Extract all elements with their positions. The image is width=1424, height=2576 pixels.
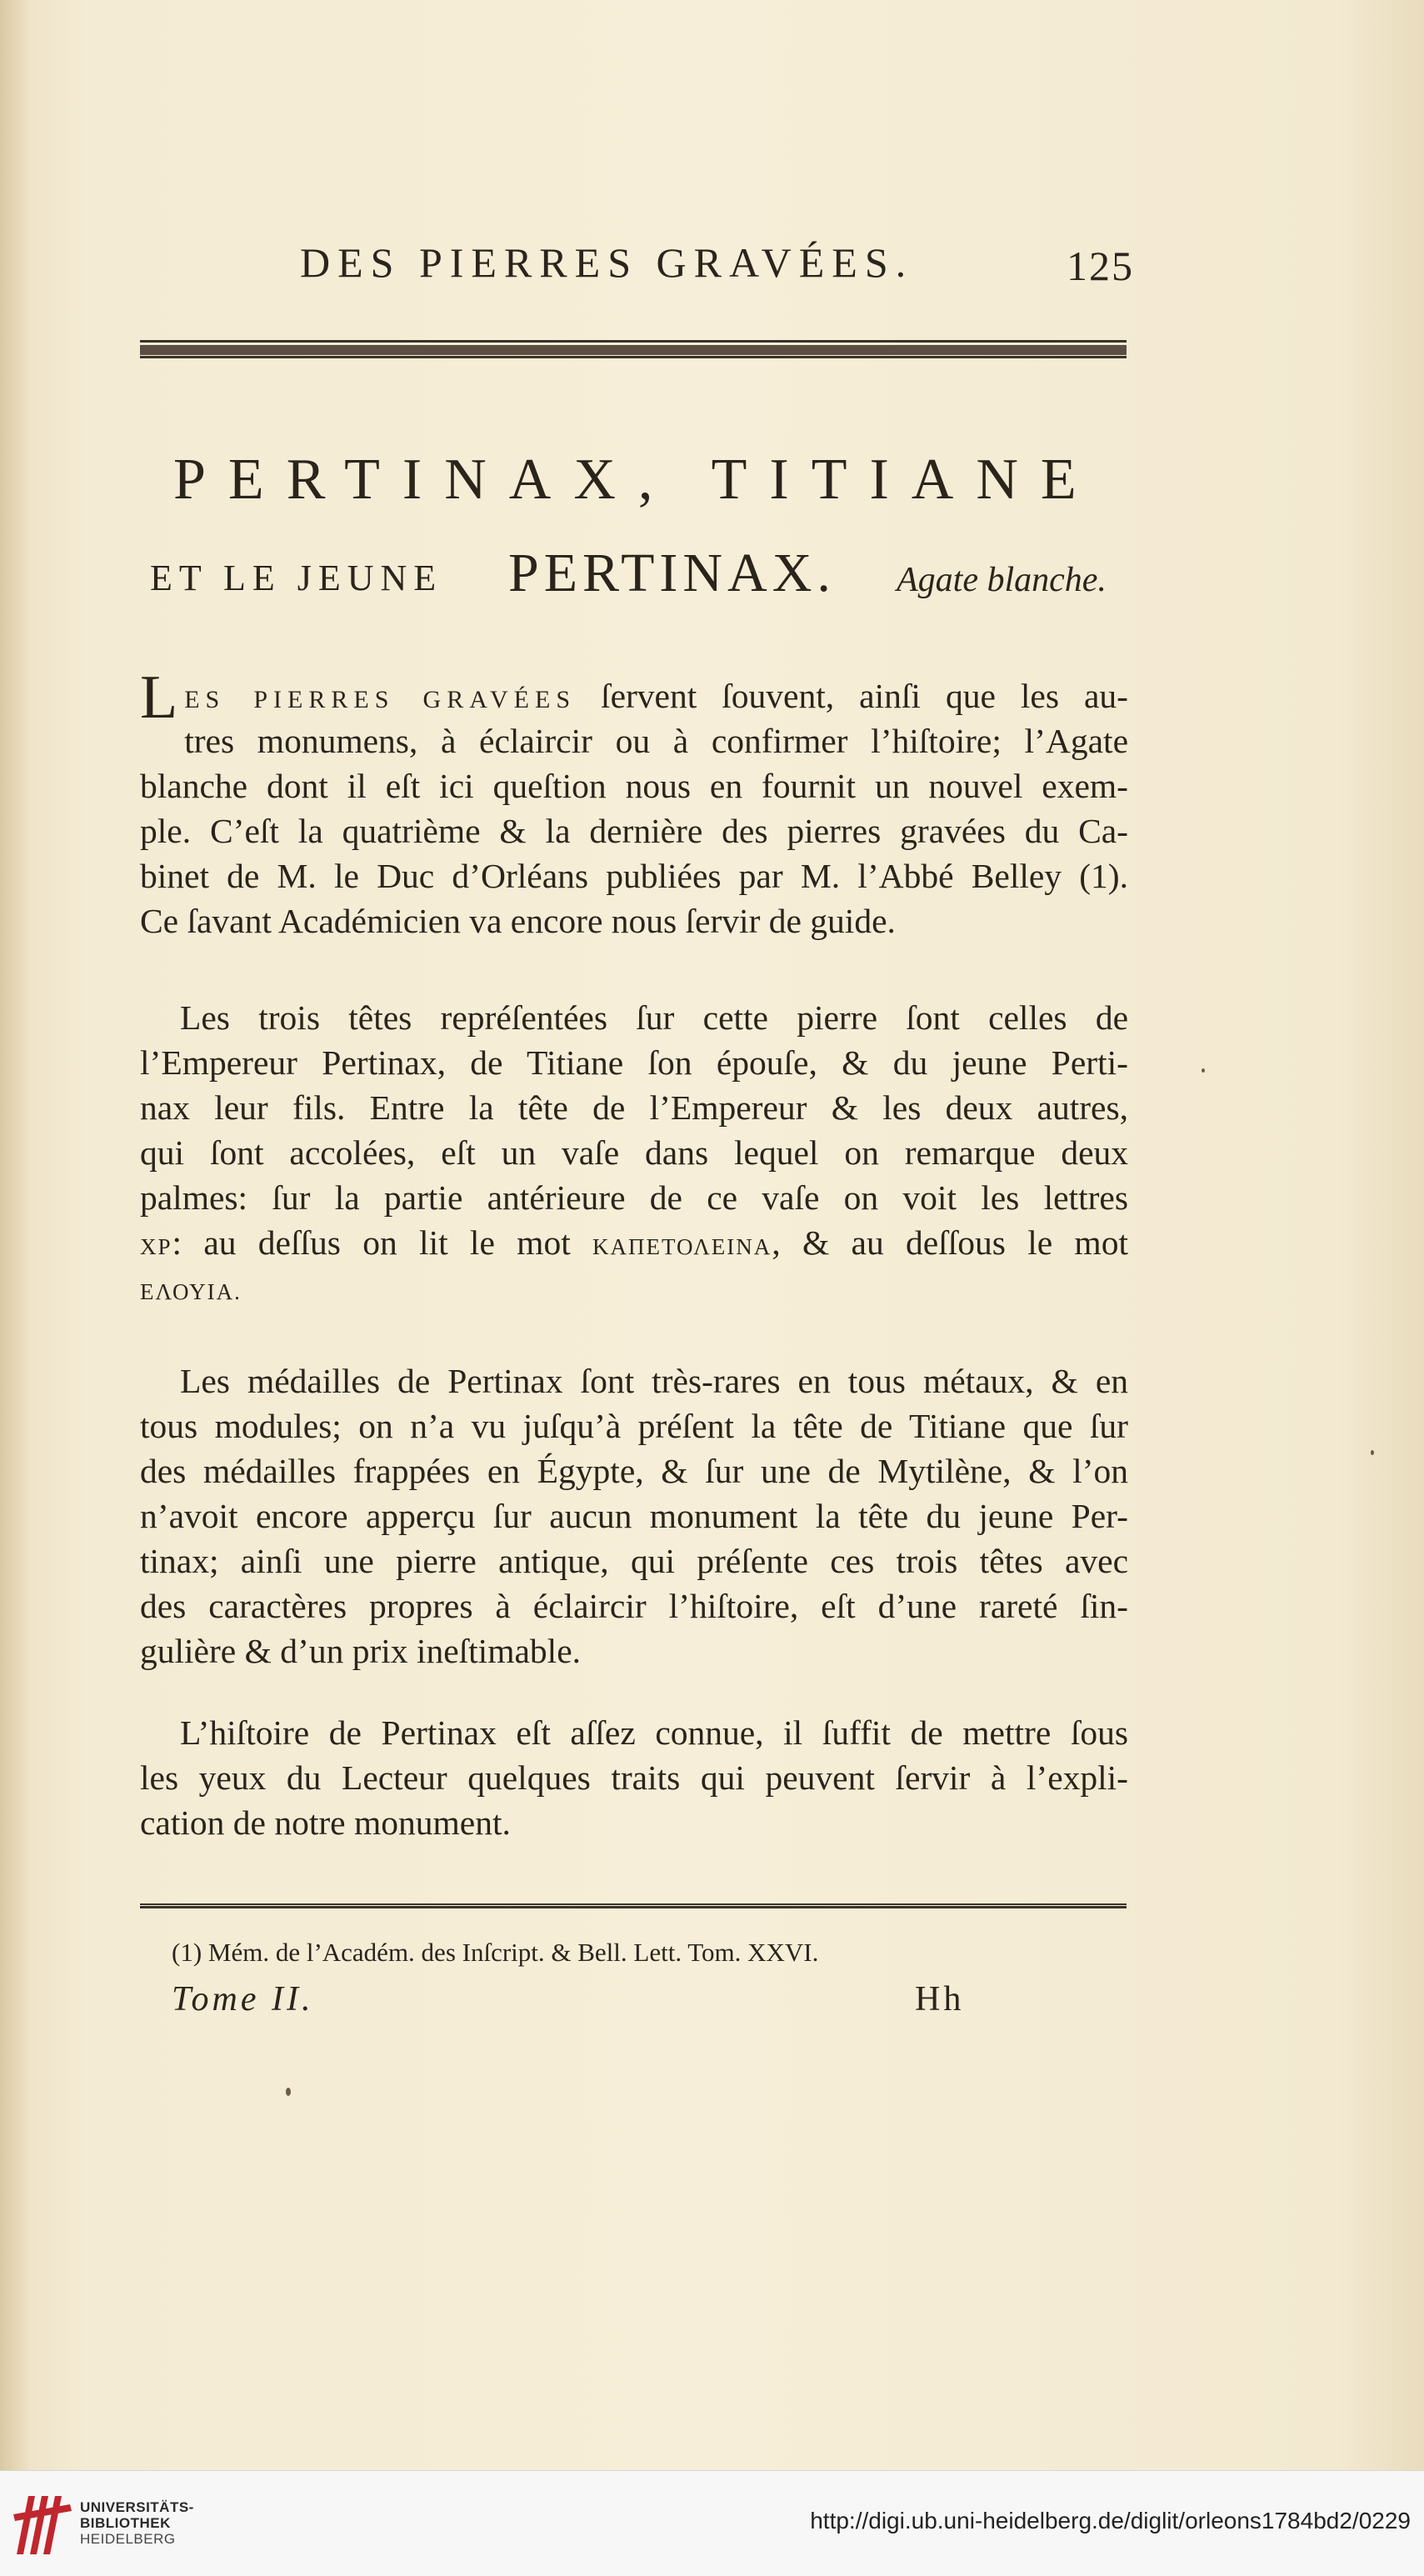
- page-edge-shadow: [0, 0, 30, 2470]
- text-line: l’Empereur Pertinax, de Titiane ſon épouſe, & du jeune Perti-: [140, 1043, 1128, 1082]
- text-line: L’hiſtoire de Pertinax eſt aſſez connue, il ſuffit de mettre ſous: [180, 1713, 1128, 1752]
- text-line: binet de M. le Duc d’Orléans publiées par M. l’Abbé Belley (1).: [140, 857, 1128, 895]
- university-library-logo-icon: [12, 2489, 73, 2559]
- text-line: cation de notre monument.: [140, 1803, 511, 1842]
- text-line: [140, 1265, 1128, 1310]
- greek-letters: ΧΡ: [140, 1234, 172, 1259]
- chapter-title-line2-small: ET LE JEUNE: [150, 558, 443, 598]
- small-caps-text: ES PIERRES GRAVÉES: [184, 686, 577, 713]
- text-line: tres monumens, à éclaircir ou à confirmer l’hiſtoire; l’Agate: [184, 722, 1128, 760]
- text-line: Les trois têtes repréſentées ſur cette pierre ſont celles de: [180, 998, 1128, 1037]
- library-name-line1: UNIVERSITÄTS-: [80, 2499, 194, 2515]
- text-line: Ce ſavant Académicien va encore nous ſervir de guide.: [140, 902, 896, 940]
- text-line: des caractères propres à éclaircir l’hiſtoire, eſt d’une rareté ſin-: [140, 1587, 1128, 1625]
- text-line: ple. C’eſt la quatrième & la dernière des pierres gravées du Ca-: [140, 812, 1128, 850]
- viewer-footer: [0, 2470, 1424, 2576]
- paper-speck: [1202, 1068, 1205, 1073]
- running-head-title: DES PIERRES GRAVÉES.: [300, 239, 914, 286]
- text-line: blanche dont il eſt ici queſtion nous en fournit un nouvel exem-: [140, 767, 1128, 805]
- text-line: [140, 663, 1128, 732]
- chapter-title-line2-large: PERTINAX.: [508, 543, 836, 603]
- text-line: les yeux du Lecteur quelques traits qui peuvent ſervir à l’expli-: [140, 1758, 1128, 1797]
- permalink-url[interactable]: http://digi.ub.uni-heidelberg.de/diglit/orleons1784bd2/0229: [810, 2508, 1411, 2533]
- chapter-title-line1: PERTINAX, TITIANE: [173, 448, 1099, 512]
- signature-volume: Tome II.: [172, 1980, 314, 2018]
- text-line: gulière & d’un prix ineſtimable.: [140, 1632, 581, 1670]
- paragraph-1: [140, 663, 1128, 943]
- text-line: Les médailles de Pertinax ſont très-rares en tous métaux, & en: [180, 1362, 1128, 1400]
- drop-cap: L: [140, 663, 180, 732]
- greek-word: ΕΛΟΥΙΑ.: [140, 1279, 242, 1304]
- paper-speck: [286, 2088, 291, 2096]
- library-name: [80, 2499, 194, 2547]
- page-number: 125: [1067, 243, 1134, 289]
- signature-mark: Hh: [915, 1980, 965, 2018]
- paragraph-2: [140, 995, 1128, 1310]
- chapter-title-line2-italic: Agate blanche.: [897, 561, 1107, 599]
- library-name-line2: BIBLIOTHEK: [80, 2515, 171, 2531]
- line-text: , & au deſſous le mot: [772, 1223, 1128, 1262]
- text-line: des médailles frappées en Égypte, & ſur une de Mytilène, & l’on: [140, 1452, 1128, 1490]
- text-line: palmes: ſur la partie antérieure de ce vaſe on voit les lettres: [140, 1178, 1128, 1217]
- text-line: [140, 1220, 1128, 1265]
- text-line: nax leur fils. Entre la tête de l’Empereur & les deux autres,: [140, 1088, 1128, 1127]
- paragraph-3: [140, 1358, 1128, 1673]
- greek-word: ΚΑΠΕΤΟΛΕΙΝΑ: [592, 1234, 772, 1259]
- footnote-rule: [140, 1903, 1127, 1908]
- line-text: : au deſſus on lit le mot: [172, 1223, 593, 1262]
- paper-speck: [1371, 1450, 1374, 1455]
- line-text: ſervent ſouvent, ainſi que les au-: [576, 677, 1128, 715]
- library-name-line3: HEIDELBERG: [80, 2531, 176, 2547]
- footnote: (1) Mém. de l’Académ. des Inſcript. & Bell. Lett. Tom. XXVI.: [172, 1938, 819, 1967]
- header-ornament-rule: [140, 340, 1127, 358]
- paragraph-4: [140, 1710, 1128, 1845]
- text-line: tinax; ainſi une pierre antique, qui préſente ces trois têtes avec: [140, 1542, 1128, 1580]
- text-line: n’avoit encore apperçu ſur aucun monument la tête du jeune Per-: [140, 1497, 1128, 1535]
- text-line: qui ſont accolées, eſt un vaſe dans lequel on remarque deux: [140, 1133, 1128, 1172]
- text-line: tous modules; on n’a vu juſqu’à préſent la tête de Titiane que ſur: [140, 1407, 1128, 1445]
